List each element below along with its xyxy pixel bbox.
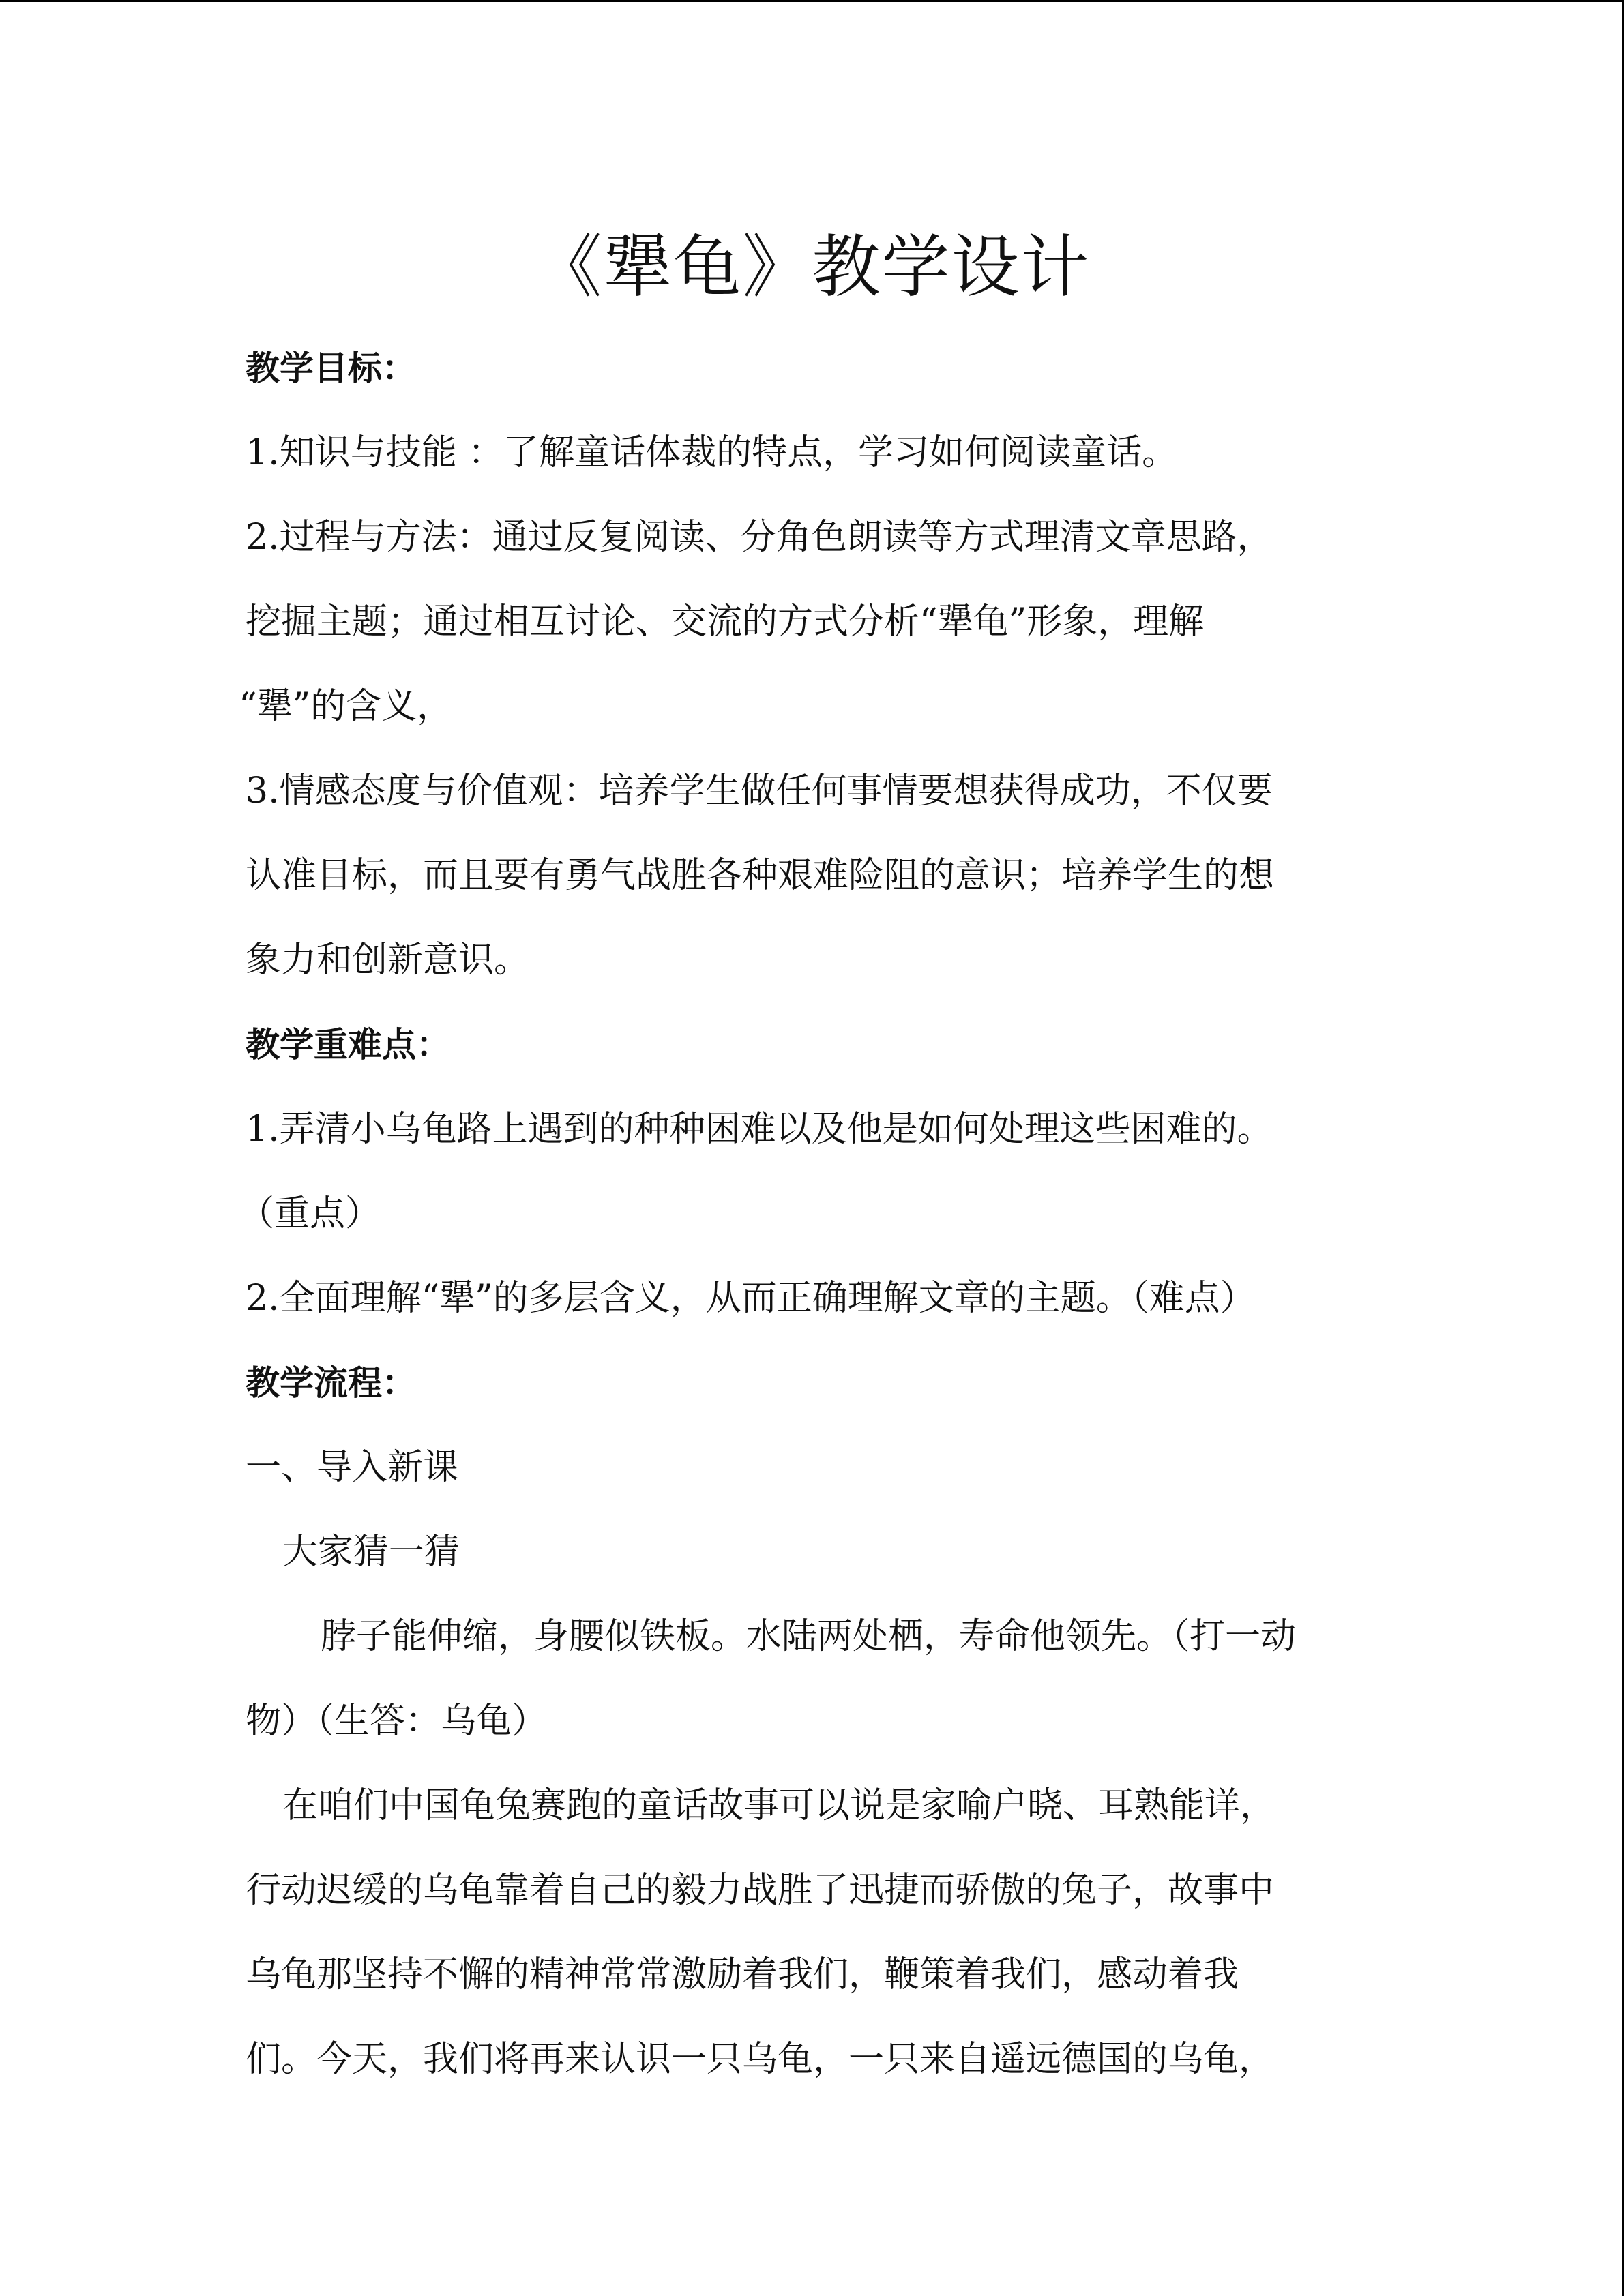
riddle-line: 物）（生答：乌龟） bbox=[246, 1701, 548, 1742]
paragraph-line: 3.情感态度与价值观：培养学生做任何事情要想获得成功，不仅要 bbox=[246, 771, 1273, 811]
heading-teaching-goals: 教学目标： bbox=[246, 348, 416, 388]
paragraph-line: 1.弄清小乌龟路上遇到的种种困难以及他是如何处理这些困难的。 bbox=[246, 1109, 1273, 1150]
paragraph-line: 象力和创新意识。 bbox=[246, 940, 530, 981]
heading-teaching-process: 教学流程： bbox=[246, 1363, 416, 1403]
paragraph-line: 认准目标，而且要有勇气战胜各种艰难险阻的意识；培养学生的想 bbox=[246, 855, 1275, 896]
paragraph-line: 乌龟那坚持不懈的精神常常激励着我们，鞭策着我们，感动着我 bbox=[246, 1954, 1239, 1995]
paragraph-line: 行动迟缓的乌龟靠着自己的毅力战胜了迅捷而骄傲的兔子，故事中 bbox=[246, 1870, 1275, 1911]
paragraph-line: 大家猜一猜 bbox=[282, 1532, 460, 1572]
document-title: 《犟龟》教学设计 bbox=[533, 227, 1091, 307]
paragraph-line: 们。今天，我们将再来认识一只乌龟，一只来自遥远德国的乌龟， bbox=[246, 2039, 1275, 2080]
riddle-line: 脖子能伸缩，身腰似铁板。水陆两处栖，寿命他领先。（打一动 bbox=[321, 1616, 1297, 1657]
paragraph-line: “犟”的含义， bbox=[239, 686, 453, 727]
paragraph-line: 2.过程与方法：通过反复阅读、分角色朗读等方式理清文章思路， bbox=[246, 517, 1273, 558]
paragraph-line: 2.全面理解“犟”的多层含义，从而正确理解文章的主题。（难点） bbox=[246, 1278, 1256, 1319]
paragraph-line: （重点） bbox=[239, 1193, 381, 1234]
heading-key-points: 教学重难点： bbox=[246, 1025, 450, 1064]
paragraph-line: 1.知识与技能 ：了解童话体裁的特点，学习如何阅读童话。 bbox=[246, 432, 1178, 473]
paragraph-line: 在咱们中国龟兔赛跑的童话故事可以说是家喻户晓、耳熟能详， bbox=[282, 1785, 1276, 1826]
paragraph-line: 挖掘主题；通过相互讨论、交流的方式分析“犟龟”形象，理解 bbox=[246, 601, 1205, 642]
section-heading-intro: 一、导入新课 bbox=[246, 1447, 459, 1488]
